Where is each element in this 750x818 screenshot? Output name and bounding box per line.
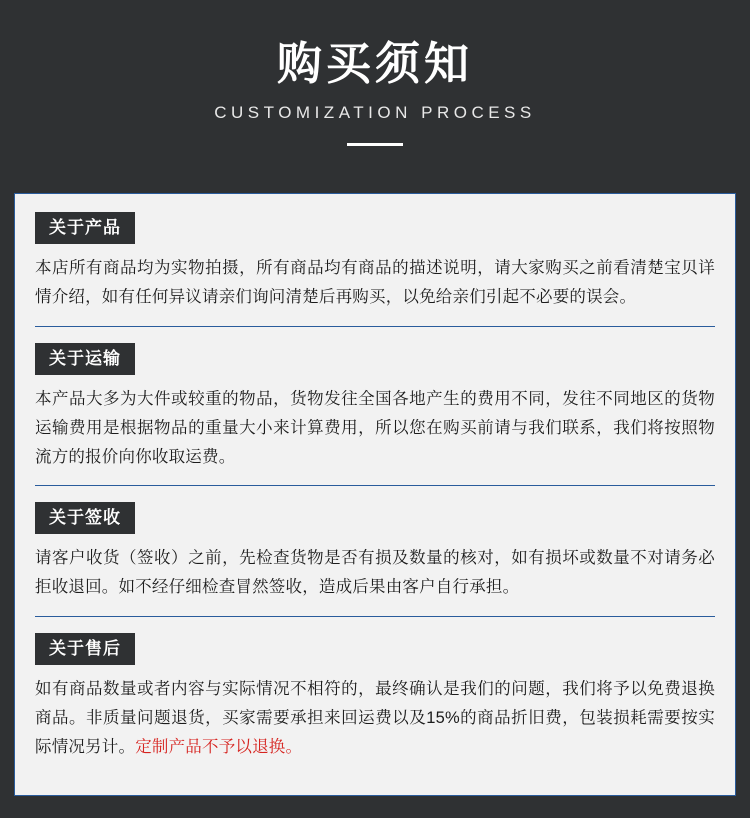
section-aftersales	[35, 633, 715, 762]
header-divider-rule	[347, 143, 403, 146]
section-shipping-divider	[35, 485, 715, 486]
section-product-text: 本店所有商品均为实物拍摄，所有商品均有商品的描述说明，请大家购买之前看清楚宝贝详情介绍，如有任何异议请亲们询问清楚后再购买，以免给亲们引起不必要的误会。	[35, 259, 715, 306]
section-aftersales-tag: 关于售后	[35, 633, 135, 665]
section-aftersales-text-main: 如有商品数量或者内容与实际情况不相符的，最终确认是我们的问题，我们将予以免费退换商品。非质量问题退货，买家需要承担来回运费以及15%的商品折旧费，包装损耗需要按实际情况另计。	[35, 680, 715, 756]
page-header	[0, 0, 750, 177]
section-receipt-divider	[35, 616, 715, 617]
notice-panel	[14, 193, 736, 796]
section-receipt-tag: 关于签收	[35, 502, 135, 534]
section-shipping-tag: 关于运输	[35, 343, 135, 375]
section-product	[35, 212, 715, 327]
section-shipping	[35, 343, 715, 487]
section-receipt-text: 请客户收货（签收）之前，先检查货物是否有损及数量的核对，如有损坏或数量不对请务必拒收退回。如不经仔细检查冒然签收，造成后果由客户自行承担。	[35, 549, 715, 597]
page-subtitle: CUSTOMIZATION PROCESS	[214, 103, 536, 123]
notice-body	[0, 177, 750, 818]
section-receipt	[35, 502, 715, 617]
page-title: 购买须知	[276, 38, 473, 89]
section-product-tag: 关于产品	[35, 212, 135, 244]
section-aftersales-text-highlight: 定制产品不予以退换。	[135, 737, 303, 756]
section-product-divider	[35, 326, 715, 327]
section-shipping-text: 本产品大多为大件或较重的物品，货物发往全国各地产生的费用不同，发往不同地区的货物运输费用是根据物品的重量大小来计算费用，所以您在购买前请与我们联系，我们将按照物流方的报价向你收取运费。	[35, 389, 715, 466]
section-aftersales-text	[35, 675, 715, 762]
